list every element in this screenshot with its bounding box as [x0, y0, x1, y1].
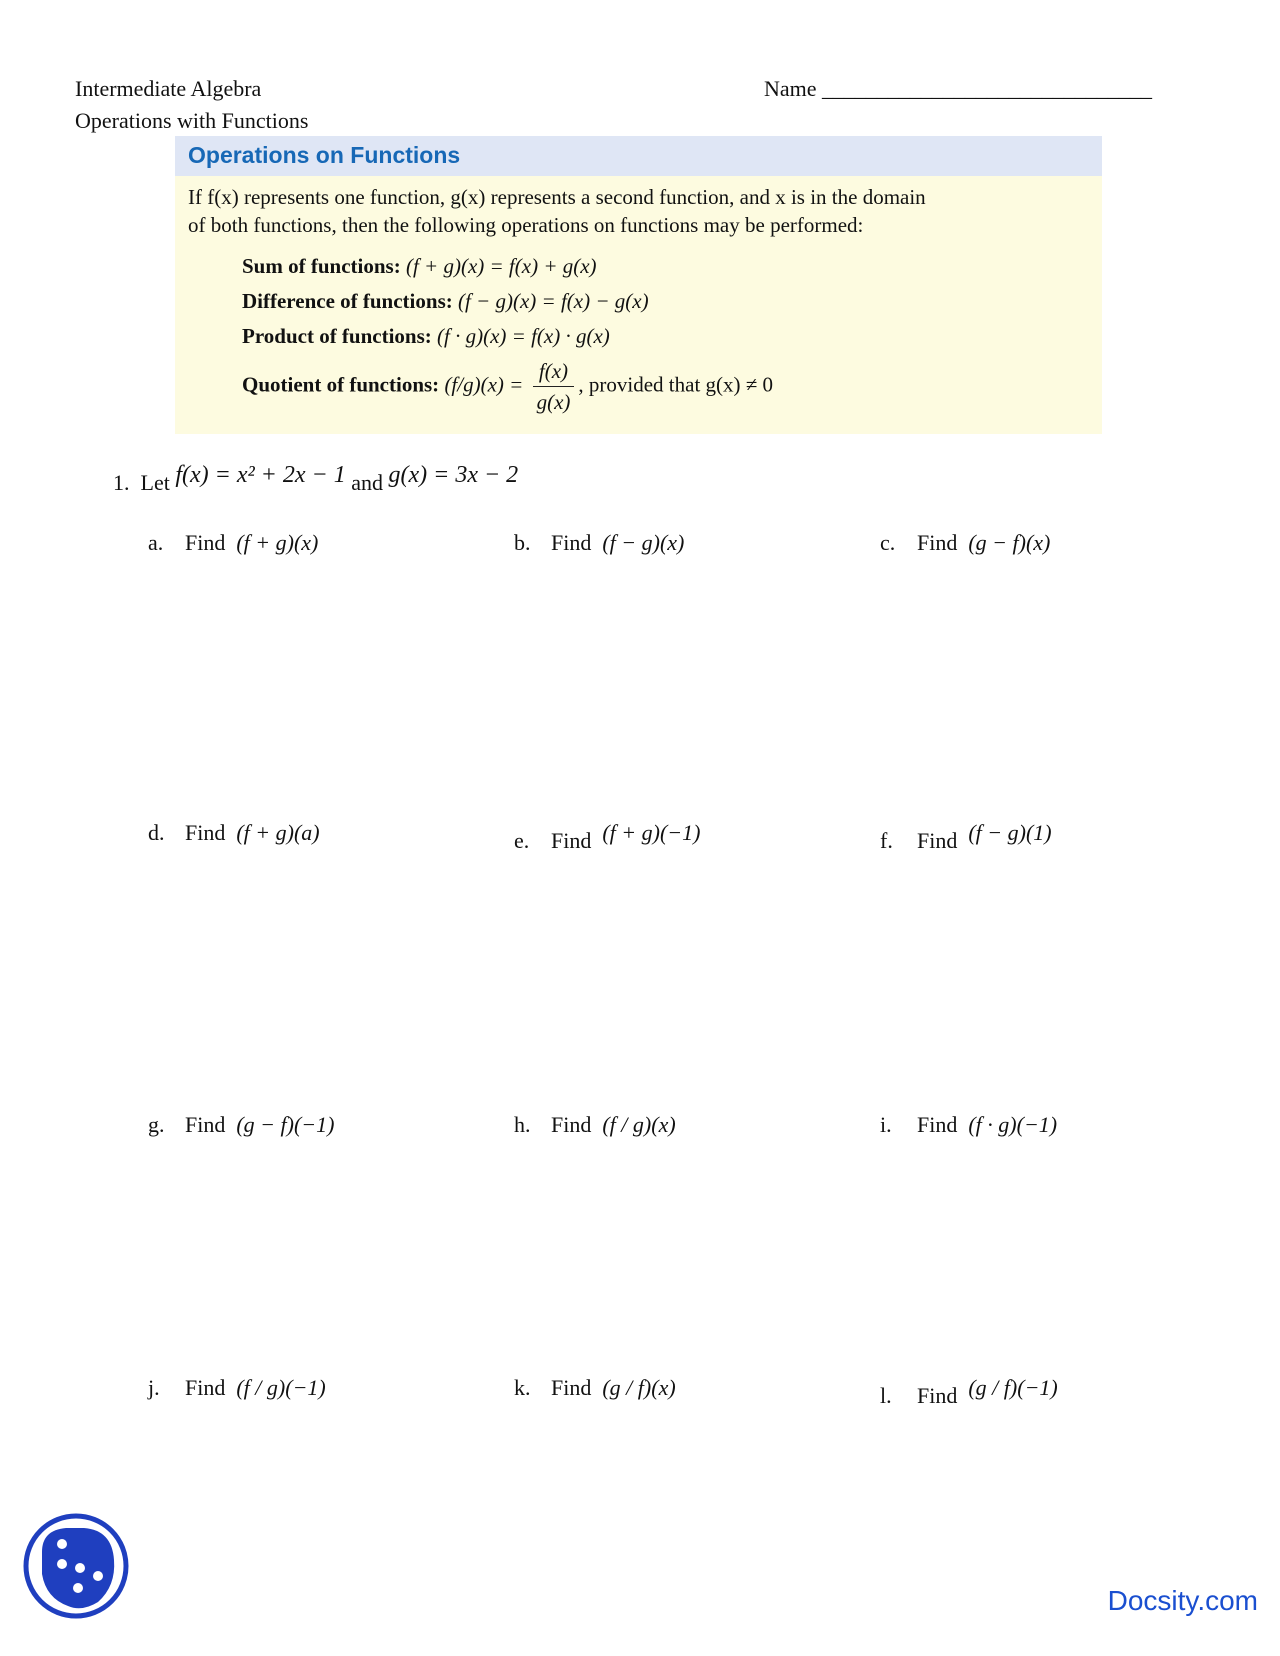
docsity-logo-graphic	[22, 1512, 130, 1620]
problem-expression: (f + g)(x)	[236, 530, 319, 555]
problem-letter: a.	[148, 530, 164, 555]
problem-letter: c.	[880, 530, 896, 555]
quotient-fraction	[533, 356, 575, 417]
operations-definition-box	[175, 136, 1102, 434]
problem-letter: k.	[514, 1375, 531, 1400]
problem-find: Find	[551, 1112, 592, 1137]
problem-letter: d.	[148, 820, 165, 845]
problem-expression: (g / f)(−1)	[968, 1375, 1058, 1400]
quotient-lhs: (f/g)(x) =	[444, 372, 524, 397]
sum-formula: (f + g)(x) = f(x) + g(x)	[405, 254, 597, 278]
product-formula: (f · g)(x) = f(x) · g(x)	[437, 324, 610, 348]
problem-find: Find	[917, 1383, 958, 1408]
problem-expression: (f − g)(x)	[602, 530, 685, 555]
problem-h	[514, 1112, 676, 1138]
difference-formula: (f − g)(x) = f(x) − g(x)	[457, 289, 649, 313]
quotient-denominator: g(x)	[536, 390, 571, 414]
problem-expression: (g − f)(x)	[968, 530, 1051, 555]
g-definition: g(x) = 3x − 2	[388, 462, 519, 488]
problem-i	[880, 1112, 1057, 1138]
problem-expression: (f / g)(−1)	[236, 1375, 326, 1400]
quotient-rule	[242, 356, 773, 417]
sum-rule	[242, 254, 597, 279]
problem-expression: (g / f)(x)	[602, 1375, 676, 1400]
problem-e	[514, 820, 701, 854]
problem-letter: l.	[880, 1383, 892, 1408]
quotient-condition: , provided that g(x) ≠ 0	[578, 372, 774, 397]
problem-find: Find	[551, 1375, 592, 1400]
box-title: Operations on Functions	[188, 142, 461, 168]
problem-letter: h.	[514, 1112, 531, 1137]
problem-find: Find	[917, 1112, 958, 1137]
problem-j	[148, 1375, 326, 1401]
problem-letter: f.	[880, 828, 893, 853]
problem-letter: g.	[148, 1112, 165, 1137]
box-header	[175, 136, 1102, 176]
problem-c	[880, 530, 1050, 556]
problem-expression: (g − f)(−1)	[236, 1112, 335, 1137]
problem-find: Find	[185, 1375, 226, 1400]
problem-find: Find	[185, 530, 226, 555]
problem-letter: e.	[514, 828, 530, 853]
problem-letter: j.	[148, 1375, 160, 1400]
problem-letter: i.	[880, 1112, 892, 1137]
intro-line-1: If f(x) represents one function, g(x) represents a second function, and x is in the domain	[188, 185, 926, 209]
product-rule	[242, 324, 610, 349]
problem-expression: (f + g)(a)	[236, 820, 320, 845]
difference-label: Difference of functions:	[242, 289, 453, 313]
question-and: and	[351, 470, 383, 495]
problem-b	[514, 530, 684, 556]
problem-expression: (f / g)(x)	[602, 1112, 676, 1137]
docsity-logo-icon[interactable]	[22, 1512, 130, 1620]
worksheet-topic: Operations with Functions	[75, 108, 309, 133]
problem-k	[514, 1375, 676, 1401]
problem-f	[880, 820, 1052, 854]
problem-find: Find	[185, 1112, 226, 1137]
problem-find: Find	[917, 530, 958, 555]
problem-find: Find	[551, 530, 592, 555]
quotient-numerator: f(x)	[533, 356, 575, 387]
problem-find: Find	[551, 828, 592, 853]
question-1	[113, 462, 519, 497]
quotient-label: Quotient of functions:	[242, 372, 440, 397]
intro-line-2: of both functions, then the following operations on functions may be performed:	[188, 213, 864, 237]
problem-l	[880, 1375, 1058, 1409]
difference-rule	[242, 289, 649, 314]
problem-expression: (f − g)(1)	[968, 820, 1052, 845]
problem-g	[148, 1112, 334, 1138]
name-field[interactable]: Name ______________________________	[764, 76, 1153, 101]
course-title: Intermediate Algebra	[75, 76, 262, 101]
f-definition: f(x) = x² + 2x − 1	[175, 462, 346, 488]
docsity-brand-link[interactable]: Docsity.com	[1107, 1585, 1258, 1616]
sum-label: Sum of functions:	[242, 254, 401, 278]
problem-a	[148, 530, 318, 556]
problem-find: Find	[185, 820, 226, 845]
problem-d	[148, 820, 320, 846]
question-number: 1.	[113, 470, 130, 495]
question-let: Let	[140, 470, 170, 495]
problem-expression: (f · g)(−1)	[968, 1112, 1058, 1137]
problem-find: Find	[917, 828, 958, 853]
product-label: Product of functions:	[242, 324, 432, 348]
problem-letter: b.	[514, 530, 531, 555]
problem-expression: (f + g)(−1)	[602, 820, 701, 845]
